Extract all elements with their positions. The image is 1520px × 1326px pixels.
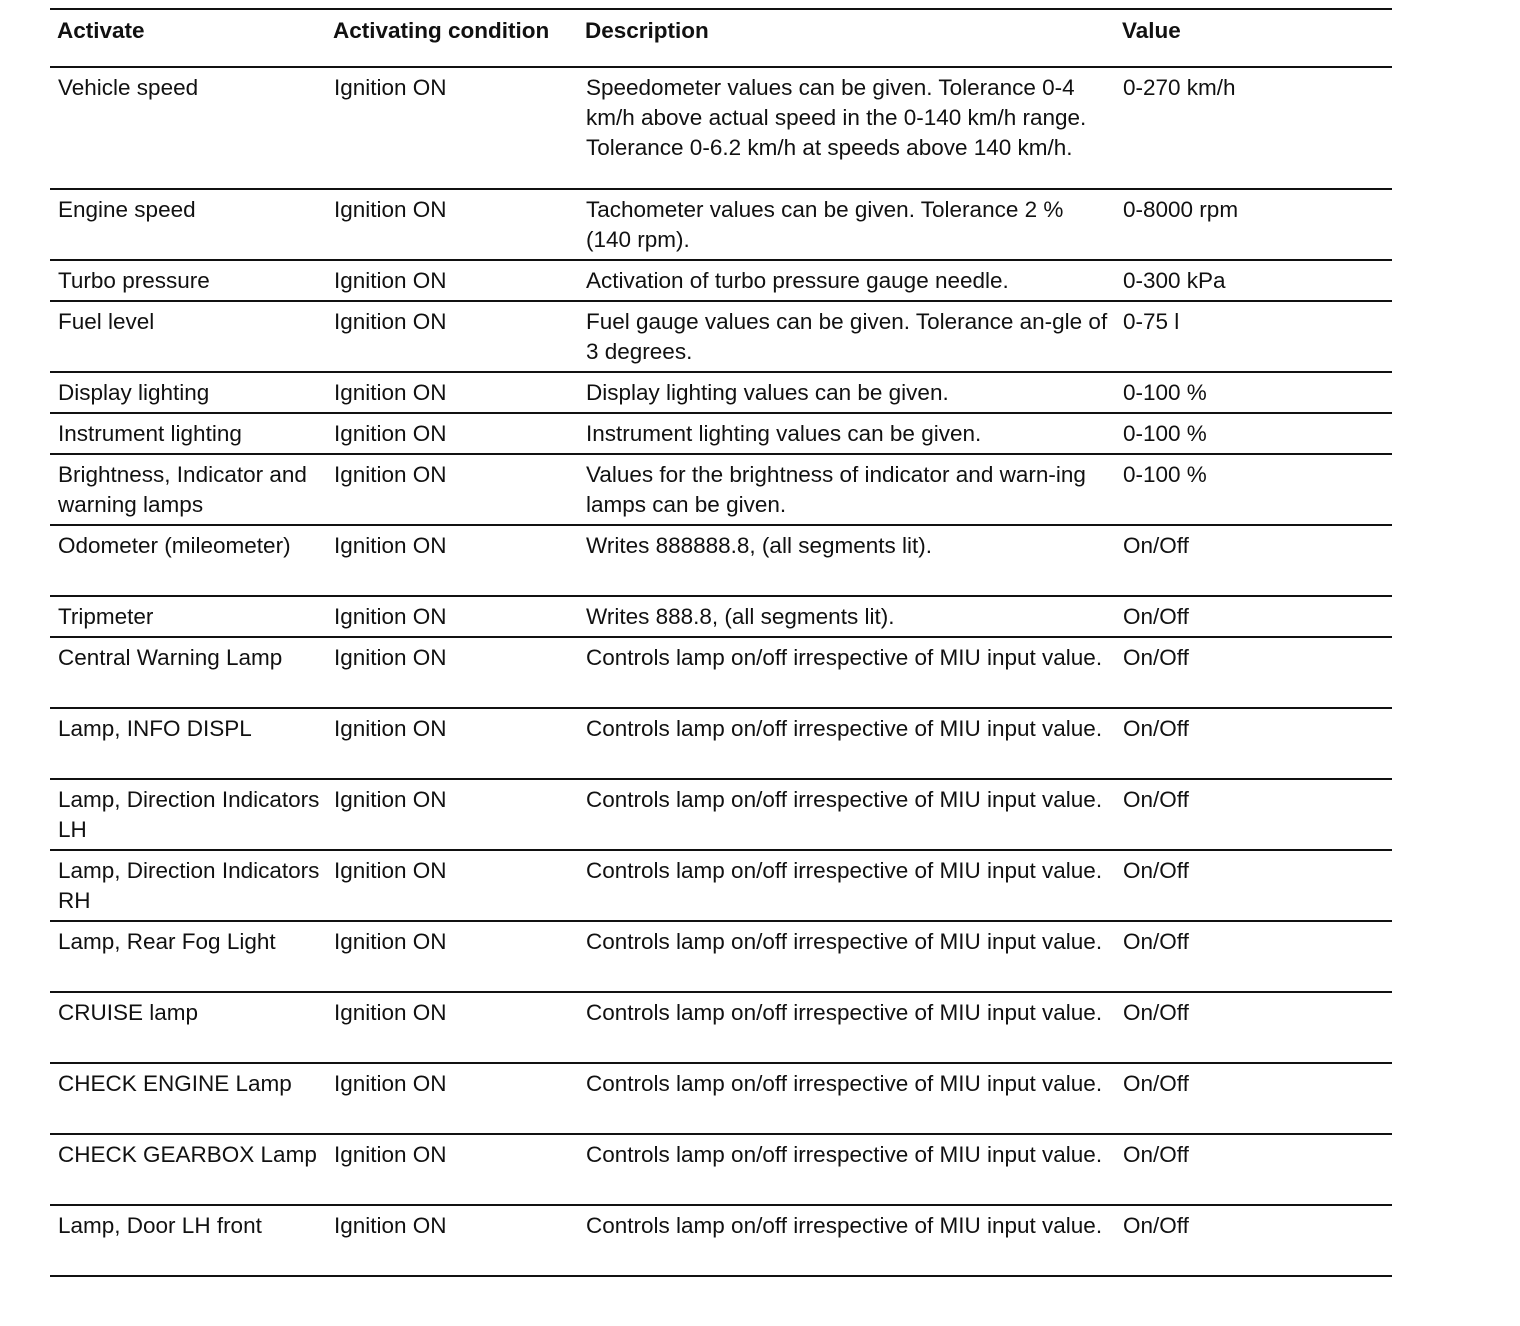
header-value: Value: [1122, 18, 1181, 43]
table-row: [50, 779, 1392, 850]
cell-activate: Engine speed: [58, 197, 196, 222]
cell-condition: Ignition ON: [334, 929, 447, 954]
cell-description: Controls lamp on/off irrespective of MIU input value.: [586, 1000, 1103, 1025]
cell-description: Writes 888.8, (all segments lit).: [586, 604, 895, 629]
table-row: [50, 1205, 1392, 1276]
cell-condition: Ignition ON: [334, 1000, 447, 1025]
table-row: [50, 67, 1392, 189]
cell-description: Values for the brightness of indicator and warn-ing lamps can be given.: [586, 462, 1086, 517]
table-row: [50, 454, 1392, 525]
cell-condition: Ignition ON: [334, 645, 447, 670]
cell-description: Controls lamp on/off irrespective of MIU input value.: [586, 1213, 1103, 1238]
cell-activate: Instrument lighting: [58, 421, 242, 446]
header-activate: Activate: [57, 18, 145, 43]
cell-activate: Display lighting: [58, 380, 210, 405]
cell-condition: Ignition ON: [334, 197, 447, 222]
cell-activate: Brightness, Indicator and warning lamps: [58, 462, 307, 517]
cell-activate: Lamp, Rear Fog Light: [58, 929, 276, 954]
table-row: [50, 525, 1392, 596]
cell-description: Controls lamp on/off irrespective of MIU input value.: [586, 929, 1103, 954]
table-row: [50, 1134, 1392, 1205]
cell-activate: Turbo pressure: [58, 268, 210, 293]
cell-activate: Vehicle speed: [58, 75, 199, 100]
cell-value: On/Off: [1123, 1213, 1189, 1238]
cell-value: 0-100 %: [1123, 380, 1207, 405]
cell-activate: CHECK GEARBOX Lamp: [58, 1142, 317, 1167]
table-row: [50, 1063, 1392, 1134]
cell-description: Tachometer values can be given. Tolerance 2 % (140 rpm).: [586, 197, 1064, 252]
cell-value: 0-8000 rpm: [1123, 197, 1239, 222]
cell-description: Controls lamp on/off irrespective of MIU input value.: [586, 787, 1103, 812]
cell-condition: Ignition ON: [334, 75, 447, 100]
cell-value: On/Off: [1123, 929, 1189, 954]
cell-value: On/Off: [1123, 858, 1189, 883]
table-row: [50, 413, 1392, 454]
cell-description: Speedometer values can be given. Tolerance 0-4 km/h above actual speed in the 0-140 km/h range. Tolerance 0-6.2 km/h at speeds above 140 km/h.: [586, 75, 1087, 160]
cell-description: Controls lamp on/off irrespective of MIU input value.: [586, 716, 1103, 741]
cell-condition: Ignition ON: [334, 787, 447, 812]
cell-activate: Lamp, Door LH front: [58, 1213, 262, 1238]
cell-condition: Ignition ON: [334, 462, 447, 487]
cell-condition: Ignition ON: [334, 716, 447, 741]
cell-description: Display lighting values can be given.: [586, 380, 949, 405]
cell-condition: Ignition ON: [334, 309, 447, 334]
cell-condition: Ignition ON: [334, 421, 447, 446]
cell-value: On/Off: [1123, 1000, 1189, 1025]
table-row: [50, 301, 1392, 372]
table-row: [50, 189, 1392, 260]
cell-value: 0-100 %: [1123, 421, 1207, 446]
cell-condition: Ignition ON: [334, 858, 447, 883]
cell-activate: Lamp, INFO DISPL: [58, 716, 252, 741]
cell-activate: Lamp, Direction Indicators LH: [58, 787, 320, 842]
cell-value: On/Off: [1123, 1071, 1189, 1096]
cell-value: On/Off: [1123, 533, 1189, 558]
cell-activate: Odometer (mileometer): [58, 533, 291, 558]
cell-activate: CRUISE lamp: [58, 1000, 199, 1025]
cell-value: On/Off: [1123, 1142, 1189, 1167]
table-row: [50, 921, 1392, 992]
table-row: [50, 992, 1392, 1063]
cell-condition: Ignition ON: [334, 1071, 447, 1096]
cell-value: 0-270 km/h: [1123, 75, 1236, 100]
cell-condition: Ignition ON: [334, 268, 447, 293]
cell-value: 0-75 l: [1123, 309, 1180, 334]
cell-value: 0-100 %: [1123, 462, 1207, 487]
table-header: [50, 9, 1392, 67]
table-row: [50, 596, 1392, 637]
cell-description: Controls lamp on/off irrespective of MIU input value.: [586, 645, 1103, 670]
cell-value: On/Off: [1123, 787, 1189, 812]
cell-description: Instrument lighting values can be given.: [586, 421, 982, 446]
table-body: [50, 67, 1392, 1276]
table-row: [50, 637, 1392, 708]
header-activating-condition: Activating condition: [333, 18, 550, 43]
cell-value: On/Off: [1123, 604, 1189, 629]
cell-activate: CHECK ENGINE Lamp: [58, 1071, 292, 1096]
cell-value: 0-300 kPa: [1123, 268, 1226, 293]
table-row: [50, 372, 1392, 413]
cell-condition: Ignition ON: [334, 1213, 447, 1238]
table-row: [50, 850, 1392, 921]
cell-description: Fuel gauge values can be given. Tolerance an-gle of 3 degrees.: [586, 309, 1108, 364]
cell-condition: Ignition ON: [334, 533, 447, 558]
header-description: Description: [585, 18, 709, 43]
cell-condition: Ignition ON: [334, 380, 447, 405]
cell-description: Controls lamp on/off irrespective of MIU input value.: [586, 1071, 1103, 1096]
cell-description: Controls lamp on/off irrespective of MIU input value.: [586, 1142, 1103, 1167]
cell-description: Activation of turbo pressure gauge needle.: [586, 268, 1009, 293]
activation-table: [50, 8, 1392, 1277]
cell-description: Writes 888888.8, (all segments lit).: [586, 533, 932, 558]
cell-condition: Ignition ON: [334, 1142, 447, 1167]
cell-condition: Ignition ON: [334, 604, 447, 629]
table-row: [50, 708, 1392, 779]
cell-value: On/Off: [1123, 645, 1189, 670]
cell-value: On/Off: [1123, 716, 1189, 741]
cell-activate: Lamp, Direction Indicators RH: [58, 858, 320, 913]
cell-description: Controls lamp on/off irrespective of MIU input value.: [586, 858, 1103, 883]
cell-activate: Central Warning Lamp: [58, 645, 283, 670]
header-row: [50, 9, 1392, 67]
cell-activate: Fuel level: [58, 309, 155, 334]
cell-activate: Tripmeter: [58, 604, 154, 629]
table-row: [50, 260, 1392, 301]
